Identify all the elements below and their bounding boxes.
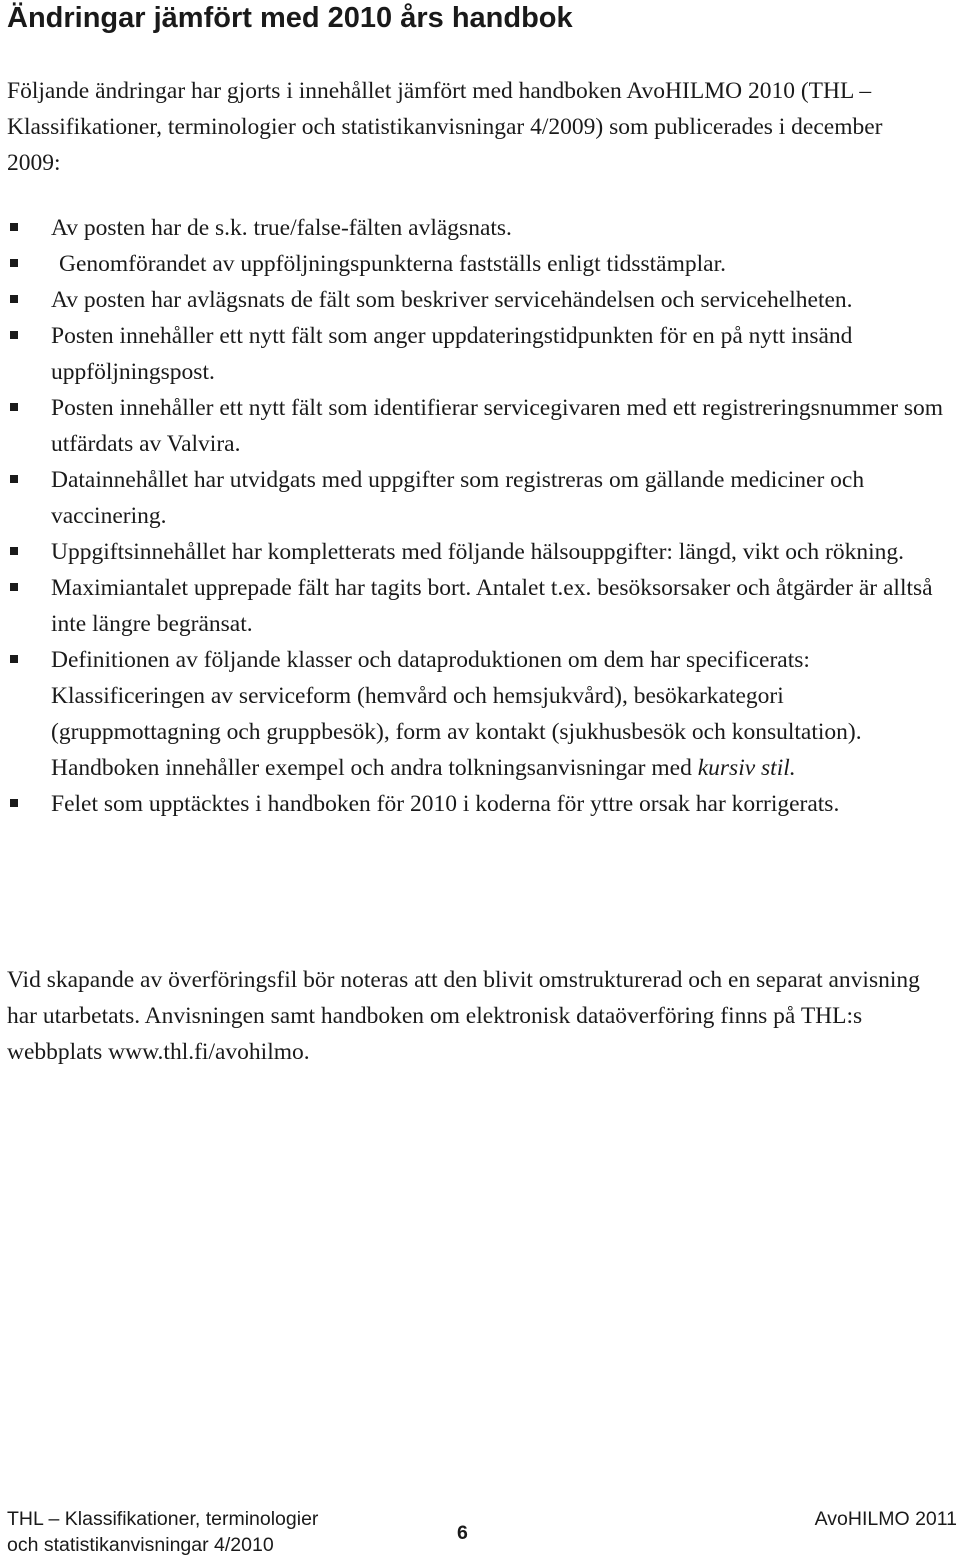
square-bullet-icon xyxy=(10,295,18,303)
list-item xyxy=(0,210,956,246)
square-bullet-icon xyxy=(10,259,18,267)
list-item xyxy=(0,786,956,822)
intro-paragraph: Följande ändringar har gjorts i innehållet jämfört med handboken AvoHILMO 2010 (THL – Klassifikationer, terminologier och statistikanvisningar 4/2009) som publicerades i december 2009: xyxy=(7,78,883,176)
square-bullet-icon xyxy=(10,331,18,339)
list-item-text: Felet som upptäcktes i handboken för 2010 i koderna för yttre orsak har korrigerats. xyxy=(51,791,840,817)
changes-list xyxy=(0,210,960,822)
list-item xyxy=(0,462,956,534)
footer-publication-line1: THL – Klassifikationer, terminologier xyxy=(7,1508,319,1530)
list-item xyxy=(0,534,956,570)
square-bullet-icon xyxy=(10,223,18,231)
list-item-text: Uppgiftsinnehållet har kompletterats med följande hälsouppgifter: längd, vikt och rökning. xyxy=(51,539,904,565)
list-item-text: Av posten har avlägsnats de fält som beskriver servicehändelsen och servicehelheten. xyxy=(51,287,853,313)
page-title: Ändringar jämfört med 2010 års handbok xyxy=(7,2,573,34)
footer-document-name: AvoHILMO 2011 xyxy=(814,1508,957,1530)
square-bullet-icon xyxy=(10,403,18,411)
list-item-text: Posten innehåller ett nytt fält som identifierar servicegivaren med ett registreringsnummer som utfärdats av Valvira. xyxy=(51,395,944,457)
outro-paragraph: Vid skapande av överföringsfil bör noteras att den blivit omstrukturerad och en separat anvisning har utarbetats. Anvisningen samt handboken om elektronisk dataöverföring finns på THL:s webbplats www.thl.fi/avohilmo. xyxy=(7,967,920,1065)
list-item xyxy=(0,642,956,786)
list-item xyxy=(0,282,956,318)
list-item-text: Posten innehåller ett nytt fält som anger uppdateringstidpunkten för en på nytt insänd uppföljningspost. xyxy=(51,323,853,385)
square-bullet-icon xyxy=(10,655,18,663)
list-item-text: Genomförandet av uppföljningspunkterna fastställs enligt tidsstämplar. xyxy=(59,251,727,277)
list-item-text: Maximiantalet upprepade fält har tagits bort. Antalet t.ex. besöksorsaker och åtgärder är alltså inte längre begränsat. xyxy=(51,575,933,637)
footer-publication xyxy=(7,1506,318,1558)
list-item xyxy=(0,390,956,462)
list-item-text: Datainnehållet har utvidgats med uppgifter som registreras om gällande mediciner och vaccinering. xyxy=(51,467,865,529)
list-item xyxy=(0,570,956,642)
list-item xyxy=(0,246,956,282)
square-bullet-icon xyxy=(10,799,18,807)
square-bullet-icon xyxy=(10,583,18,591)
square-bullet-icon xyxy=(10,475,18,483)
footer-publication-line2: och statistikanvisningar 4/2010 xyxy=(7,1534,274,1556)
list-item-text: Av posten har de s.k. true/false-fälten avlägsnats. xyxy=(51,215,512,241)
list-item-text: Definitionen av följande klasser och dataproduktionen om dem har specificerats: Klassificeringen av serviceform (hemvård och hemsjukvård), besökarkategori (gruppmottagning och gruppbesök), form av kontakt (sjukhusbesök och konsultation). Handboken innehåller exempel och andra tolkningsanvisningar med xyxy=(51,647,862,781)
list-item xyxy=(0,318,956,390)
list-item-italic-text: kursiv stil. xyxy=(697,755,796,781)
square-bullet-icon xyxy=(10,547,18,555)
page-footer xyxy=(0,1506,960,1556)
page-number: 6 xyxy=(457,1522,468,1544)
